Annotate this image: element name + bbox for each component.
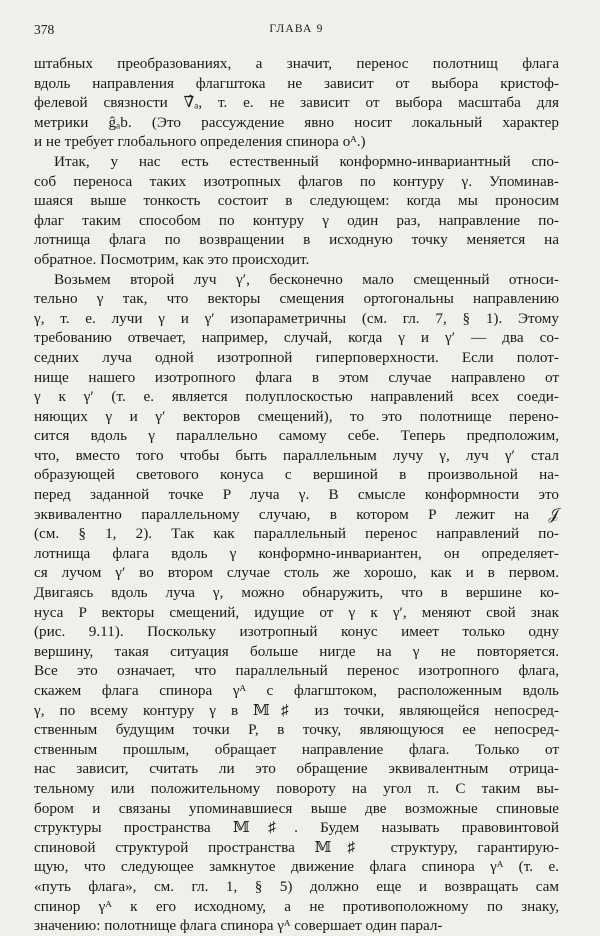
page-number: 378 xyxy=(34,22,55,37)
text-line: нуса P векторы смещений, идущие от γ к γ′, меняют свой знак xyxy=(34,603,559,621)
text-line: Возьмем второй луч γ′, бесконечно мало смещенный относи- xyxy=(54,270,559,288)
text-line: Все это означает, что параллельный перенос изотропного флага, xyxy=(34,662,559,680)
text-line: метрики ĝₐb. (Это рассуждение явно носит локальный характер xyxy=(34,113,559,131)
text-line: ственным будущим точки P, в точку, являющуюся ее непосред- xyxy=(34,721,559,739)
text-line: соб переноса таких изотропных флагов по контуру γ. Упоминав- xyxy=(34,172,559,190)
text-line: скажем флага спинора γᴬ с флагштоком, расположенным вдоль xyxy=(34,682,559,699)
text-line: лотнища флага по возвращении в исходную точку меняется на xyxy=(34,231,559,249)
text-line: сится вдоль γ параллельно самому себе. Теперь предположим, xyxy=(34,427,559,445)
text-line: нас зависит, считать ли это обращение эквивалентным отрица- xyxy=(34,760,559,778)
text-line: тельно γ так, что векторы смещения ортогональны направлению xyxy=(34,290,559,308)
text-line: перед заданной точке P луча γ. В смысле конформности это xyxy=(34,486,559,504)
body-text xyxy=(34,54,559,936)
text-line: (см. § 1, 2). Так как параллельный перенос направлений по- xyxy=(34,525,559,543)
text-line: фелевой связности ∇̂ₐ, т. е. не зависит от выбора масштаба для xyxy=(34,94,559,112)
book-page xyxy=(34,22,559,936)
text-line: ся лучом γ′ во втором случае столь же хорошо, как и в первом. xyxy=(34,564,559,582)
text-line: флаг таким способом по контуру γ один раз, направление по- xyxy=(34,211,559,229)
text-line: и не требует глобального определения спинора oᴬ.) xyxy=(34,133,366,151)
text-line: γ, т. е. лучи γ и γ′ изопараметричны (см. гл. 7, § 1). Этому xyxy=(34,309,559,327)
text-line: «путь флага», см. гл. 1, § 5) должно еще и возвращать сам xyxy=(34,877,559,895)
text-line: лотнища флага вдоль γ конформно-инвариантен, он определяет- xyxy=(34,544,559,562)
text-line: щую, что следующее замкнутое движение флага спинора γᴬ (т. е. xyxy=(34,858,559,876)
text-line: седних луча одной изотропной гиперповерхности. Если полот- xyxy=(34,348,559,366)
text-line: эквивалентно параллельному случаю, в котором P лежит на 𝒥 xyxy=(34,505,559,523)
text-line: структуры пространства 𝕄♯. Будем называть правовинтовой xyxy=(34,819,559,837)
text-line: образующей светового конуса с вершиной в произвольной на- xyxy=(34,466,559,484)
text-line: Двигаясь вдоль луча γ, можно обнаружить, что в вершине ко- xyxy=(34,584,559,602)
text-line: няющих γ и γ′ векторов смещений), то это полотнище перено- xyxy=(34,407,559,425)
text-line: требованию отвечает, например, случай, когда γ и γ′ — два со- xyxy=(34,329,559,347)
paragraph xyxy=(34,54,559,152)
text-line: (рис. 9.11). Поскольку изотропный конус имеет только одну xyxy=(34,623,559,641)
text-line: что, вместо того чтобы быть параллельным лучу γ, луч γ′ стал xyxy=(34,446,559,464)
text-line: спинор γᴬ к его исходному, а не противоположному по знаку, xyxy=(34,897,559,915)
text-line: обратное. Посмотрим, как это происходит. xyxy=(34,250,310,268)
text-line: ственным прошлым, обращает направление флага. Только от xyxy=(34,740,559,758)
text-line: вершину, такая ситуация больше нигде на γ не повторяется. xyxy=(34,642,559,660)
text-line: нище нашего изотропного флага в этом случае направлено от xyxy=(34,368,559,386)
text-line: шаяся выше тонкость состоит в следующем: когда мы проносим xyxy=(34,192,559,210)
text-line: Итак, у нас есть естественный конформно-инвариантный спо- xyxy=(54,152,559,170)
text-line: γ, по всему контуру γ в 𝕄♯ из точки, являющейся непосред- xyxy=(34,701,559,719)
text-line: тельному или положительному повороту на угол π. С таким вы- xyxy=(34,779,559,797)
text-line: γ к γ′ (т. е. является полуплоскостью направлений всех соеди- xyxy=(34,388,559,406)
text-line: вдоль направления флагштока не зависит от выбора кристоф- xyxy=(34,74,559,92)
page-header xyxy=(34,22,559,42)
text-line: бором и связаны упоминавшиеся выше две возможные спиновые xyxy=(34,799,559,817)
running-head: ГЛАВА 9 xyxy=(269,23,324,35)
text-line: штабных преобразованиях, а значит, перенос полотнищ флага xyxy=(34,55,559,72)
text-line: спиновой структурой пространства 𝕄♯ структуру, гарантирую- xyxy=(34,838,559,856)
text-line: значению: полотнище флага спинора γᴬ совершает один парал- xyxy=(34,917,443,935)
paragraph xyxy=(34,152,559,270)
paragraph xyxy=(34,270,559,936)
